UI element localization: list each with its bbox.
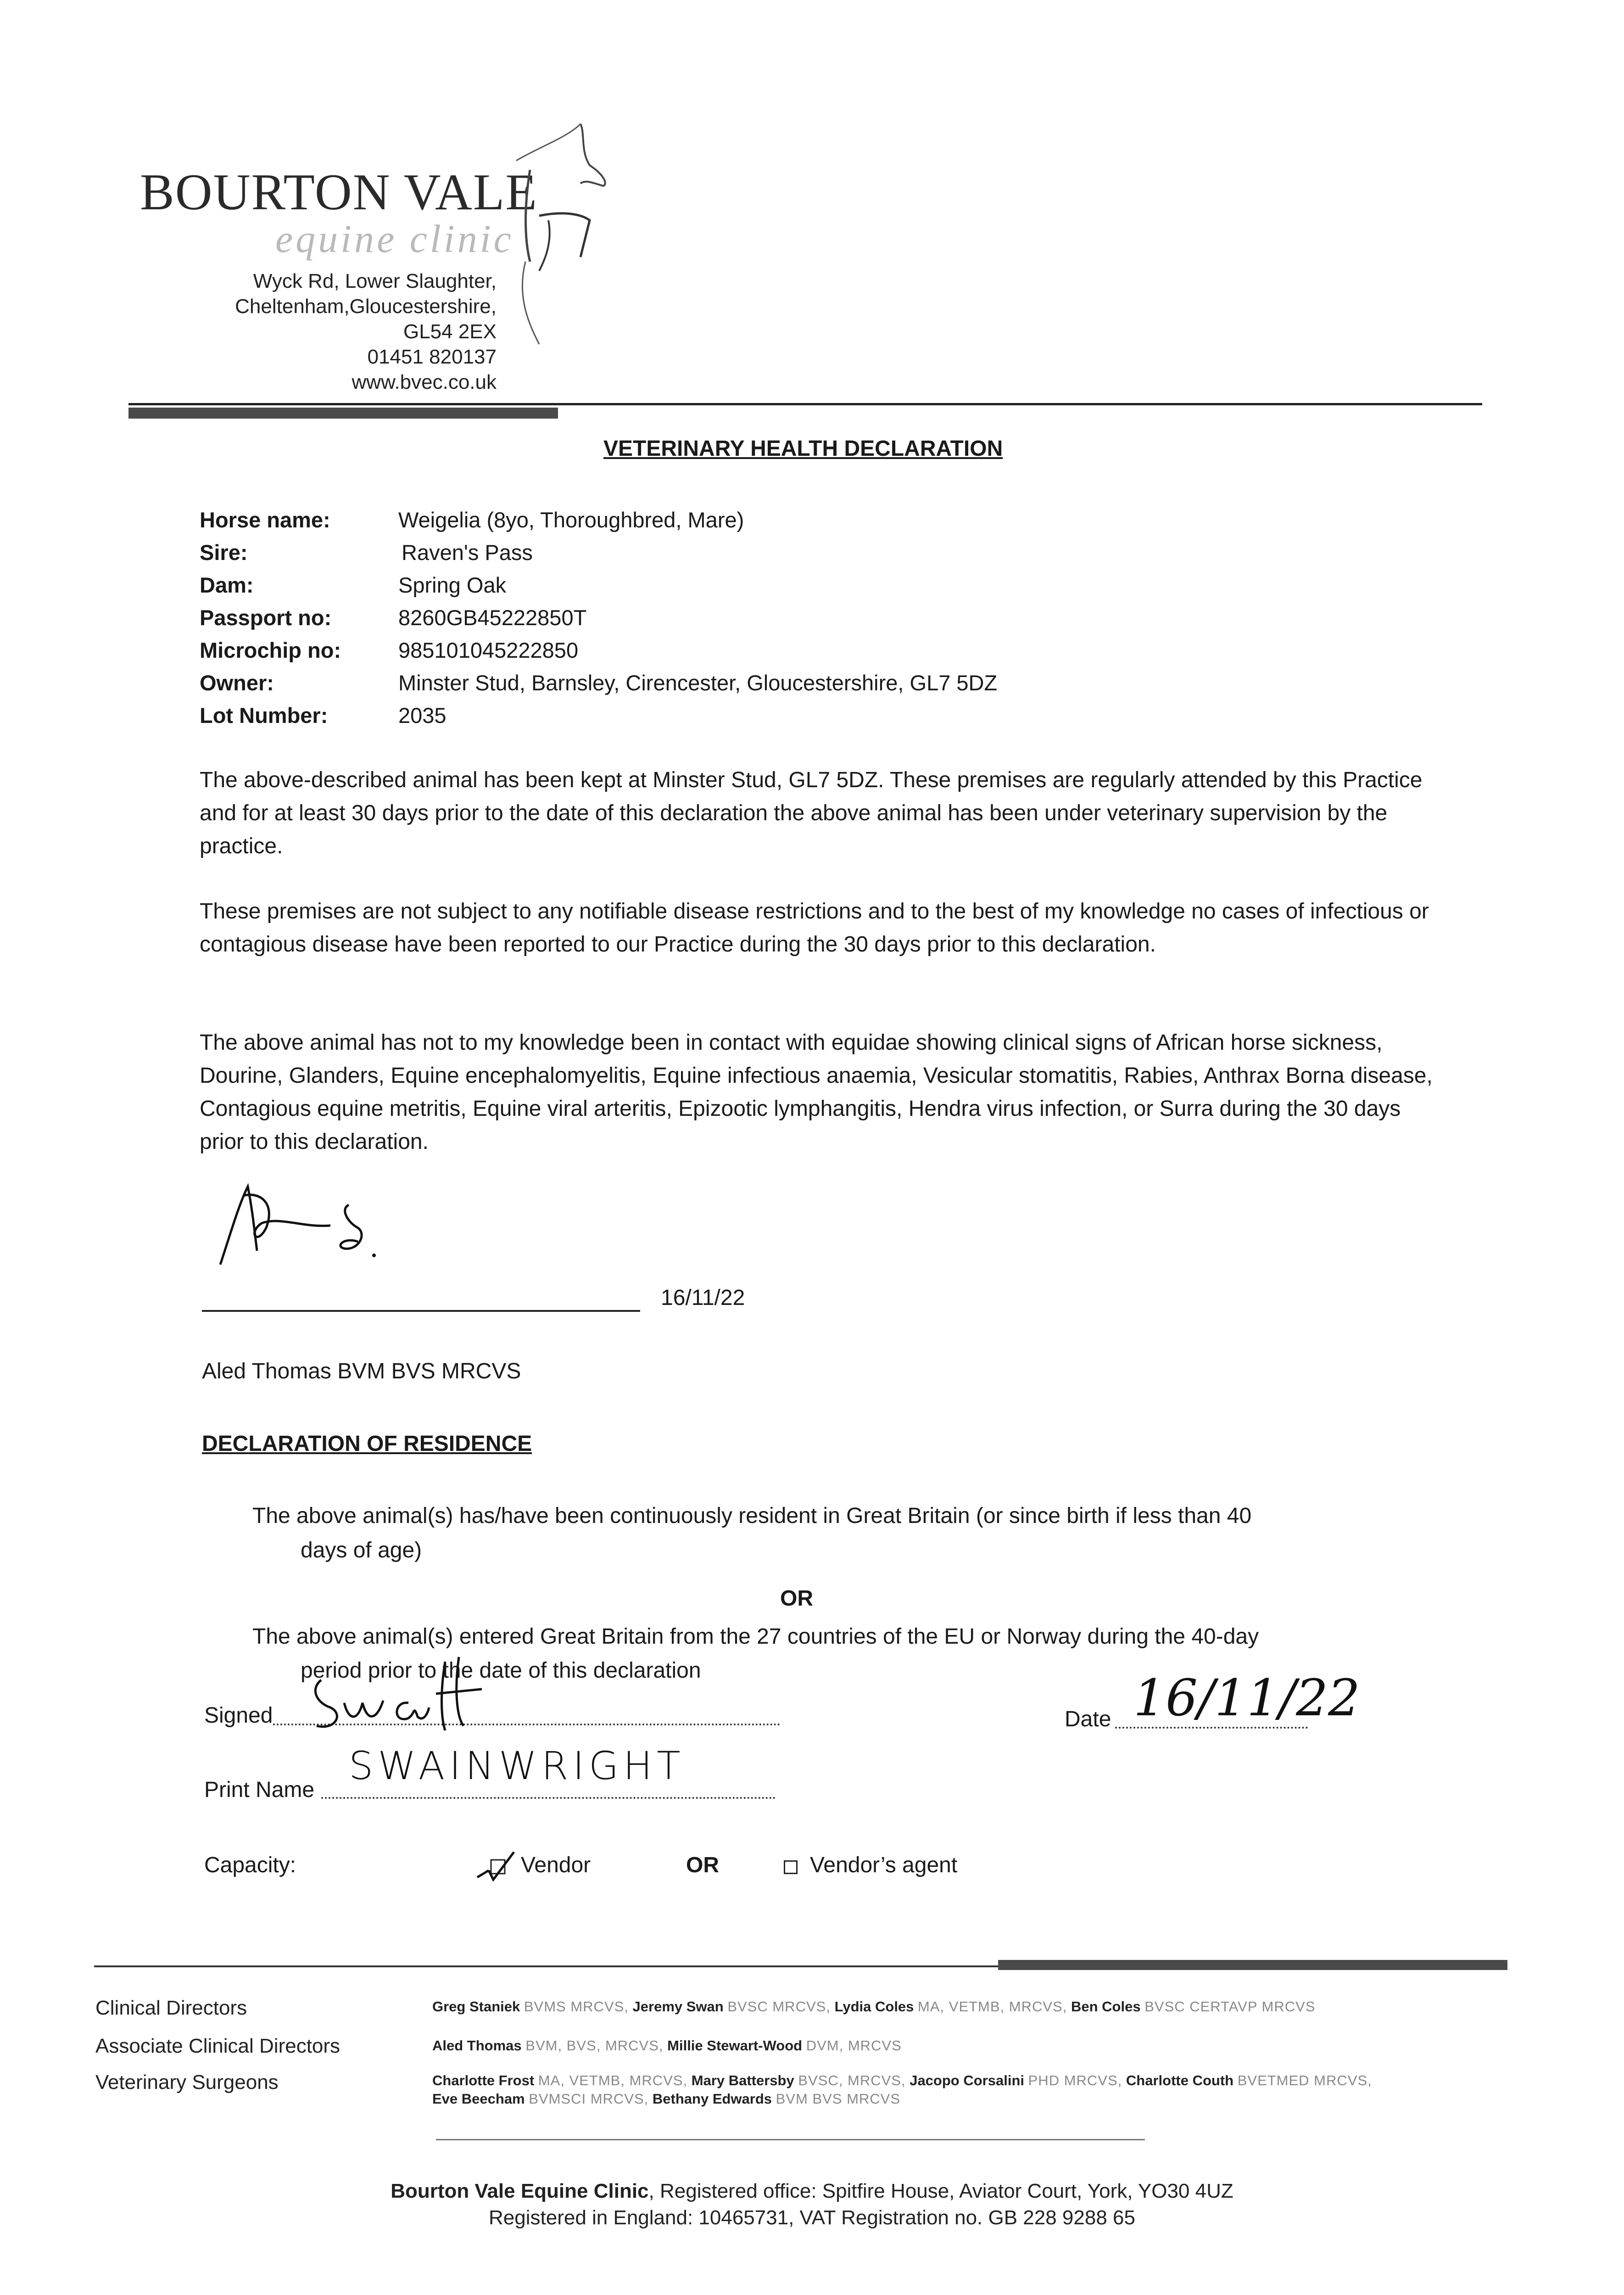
clinic-address — [235, 269, 497, 395]
detail-label-passport: Passport no: — [200, 605, 332, 630]
header-bar — [128, 408, 558, 419]
detail-label-dam: Dam: — [200, 573, 254, 597]
address-line: Wyck Rd, Lower Slaughter, — [253, 270, 497, 292]
footer-heading-vet-surgeons: Veterinary Surgeons — [95, 2071, 279, 2093]
capacity-vendor-agent: Vendor’s agent — [810, 1853, 958, 1877]
footer-bar — [998, 1960, 1507, 1970]
residence-option1-cont: days of age) — [301, 1538, 422, 1562]
staff-qualifications: BVETMED MRCVS, — [1237, 2072, 1372, 2088]
footer-names-line — [432, 2090, 1372, 2108]
staff-qualifications: MA, VETMB, MRCVS, — [538, 2072, 688, 2088]
staff-qualifications: BVMS MRCVS, — [524, 1998, 629, 2015]
vet-signature-line — [202, 1310, 640, 1312]
owner-signature-image — [307, 1652, 528, 1740]
registration-numbers: Registered in England: 10465731, VAT Registration no. GB 228 9288 65 — [489, 2206, 1135, 2229]
detail-value-horse-name: Weigelia (8yo, Thoroughbred, Mare) — [398, 508, 744, 532]
detail-value-dam: Spring Oak — [398, 573, 507, 597]
signed-label: Signed — [204, 1703, 273, 1728]
staff-qualifications: BVMSCI MRCVS, — [529, 2091, 649, 2107]
clinic-logo-subtitle: equine clinic — [275, 217, 514, 261]
registered-office — [0, 2178, 1624, 2205]
vet-name: Aled Thomas BVM BVS MRCVS — [202, 1359, 521, 1383]
staff-name: Aled Thomas — [432, 2038, 522, 2054]
horse-logo-icon — [512, 106, 613, 363]
vet-signature-image — [211, 1177, 477, 1274]
checked-checkbox-icon[interactable] — [475, 1850, 516, 1882]
staff-qualifications: BVM BVS MRCVS — [776, 2091, 901, 2107]
staff-qualifications: BVM, BVS, MRCVS, — [525, 2038, 664, 2054]
detail-value-microchip: 985101045222850 — [398, 638, 579, 662]
footer-names-vet-surgeons — [432, 2071, 1372, 2108]
print-name-label: Print Name — [204, 1778, 315, 1802]
staff-name: Lydia Coles — [834, 1998, 914, 2015]
footer-names-clinical-directors — [432, 1998, 1316, 2016]
paragraph-text: The above animal has not to my knowledge been in contact with equidae showing clinical signs of African horse sickness, Dourine, Glanders, Equine encephalomyelitis, Equine infectious anaemia, Vesicular stomatitis, Rabies, Anthrax Borna disease, Contagious equine metritis, Equine viral arteritis, Epizootic lymphangitis, Hendra virus infection, or Surra during the 30 days prior to this declaration. — [200, 1030, 1433, 1154]
staff-name: Mary Battersby — [691, 2072, 794, 2088]
residence-or: OR — [780, 1586, 813, 1611]
clinic-logo-name: BOURTON VALE — [140, 164, 538, 221]
statement-paragraph — [200, 1026, 1439, 1159]
unchecked-checkbox-icon[interactable] — [784, 1860, 798, 1874]
address-phone: 01451 820137 — [367, 346, 497, 368]
staff-name: Millie Stewart-Wood — [667, 2038, 803, 2054]
paragraph-text: The above-described animal has been kept at Minster Stud, GL7 5DZ. These premises are regularly attended by this Practice and for at least 30 days prior to the date of this declaration the above animal has been under veterinary supervision by the practice. — [200, 768, 1423, 858]
capacity-or: OR — [686, 1853, 719, 1877]
detail-value-owner: Minster Stud, Barnsley, Cirencester, Gloucestershire, GL7 5DZ — [398, 671, 998, 695]
residence-option1: The above animal(s) has/have been continuously resident in Great Britain (or since birth if less than 40 — [252, 1504, 1252, 1528]
registered-office-address: , Registered office: Spitfire House, Aviator Court, York, YO30 4UZ — [648, 2180, 1233, 2202]
print-name-line — [321, 1797, 776, 1799]
vet-signature-date: 16/11/22 — [661, 1286, 745, 1310]
detail-value-lot-number: 2035 — [398, 703, 446, 728]
staff-qualifications: BVSC CERTAVP MRCVS — [1144, 1998, 1316, 2015]
date-label: Date — [1065, 1707, 1111, 1731]
capacity-label: Capacity: — [204, 1853, 296, 1877]
document-title: VETERINARY HEALTH DECLARATION — [603, 437, 1003, 461]
footer-small-divider — [436, 2139, 1145, 2140]
capacity-vendor: Vendor — [521, 1853, 591, 1877]
footer-names-associate-directors — [432, 2037, 902, 2055]
residence-option2-cont: period prior to the date of this declaration — [301, 1658, 701, 1683]
handwritten-print-name: SWAINWRIGHT — [349, 1743, 685, 1788]
footer-heading-clinical-directors: Clinical Directors — [95, 1997, 247, 2019]
statement-paragraph — [200, 895, 1439, 961]
staff-name: Eve Beecham — [432, 2091, 525, 2107]
residence-option2: The above animal(s) entered Great Britain from the 27 countries of the EU or Norway during the 40-day — [252, 1624, 1259, 1649]
staff-name: Charlotte Couth — [1126, 2072, 1234, 2088]
company-name: Bourton Vale Equine Clinic — [391, 2180, 649, 2202]
detail-label-sire: Sire: — [200, 540, 248, 565]
detail-label-lot-number: Lot Number: — [200, 703, 328, 728]
detail-value-passport: 8260GB45222850T — [398, 605, 587, 630]
staff-qualifications: MA, VETMB, MRCVS, — [918, 1998, 1067, 2015]
header-divider — [128, 403, 1482, 405]
address-line: GL54 2EX — [403, 320, 497, 343]
footer-names-line — [432, 2071, 1372, 2090]
detail-label-horse-name: Horse name: — [200, 508, 330, 532]
detail-value-sire: Raven's Pass — [402, 540, 533, 565]
staff-name: Ben Coles — [1071, 1998, 1141, 2015]
address-line: Cheltenham,Gloucestershire, — [235, 295, 497, 318]
footer-heading-associate-directors: Associate Clinical Directors — [95, 2035, 340, 2057]
statement-paragraph — [200, 764, 1439, 863]
paragraph-text: These premises are not subject to any notifiable disease restrictions and to the best of my knowledge no cases of infectious or contagious disease have been reported to our Practice during the 30 days prior to this declaration. — [200, 899, 1429, 957]
staff-name: Bethany Edwards — [652, 2091, 772, 2107]
staff-name: Jacopo Corsalini — [910, 2072, 1024, 2088]
detail-label-microchip: Microchip no: — [200, 638, 341, 662]
staff-name: Charlotte Frost — [432, 2072, 535, 2088]
staff-name: Greg Staniek — [432, 1998, 520, 2015]
detail-label-owner: Owner: — [200, 671, 274, 695]
handwritten-date: 16/11/22 — [1133, 1668, 1361, 1727]
staff-qualifications: BVSC, MRCVS, — [798, 2072, 906, 2088]
staff-qualifications: DVM, MRCVS — [806, 2038, 902, 2054]
address-website: www.bvec.co.uk — [352, 371, 497, 393]
staff-qualifications: BVSC MRCVS, — [727, 1998, 831, 2015]
staff-name: Jeremy Swan — [632, 1998, 724, 2015]
residence-title: DECLARATION OF RESIDENCE — [202, 1432, 532, 1456]
staff-qualifications: PHD MRCVS, — [1028, 2072, 1122, 2088]
